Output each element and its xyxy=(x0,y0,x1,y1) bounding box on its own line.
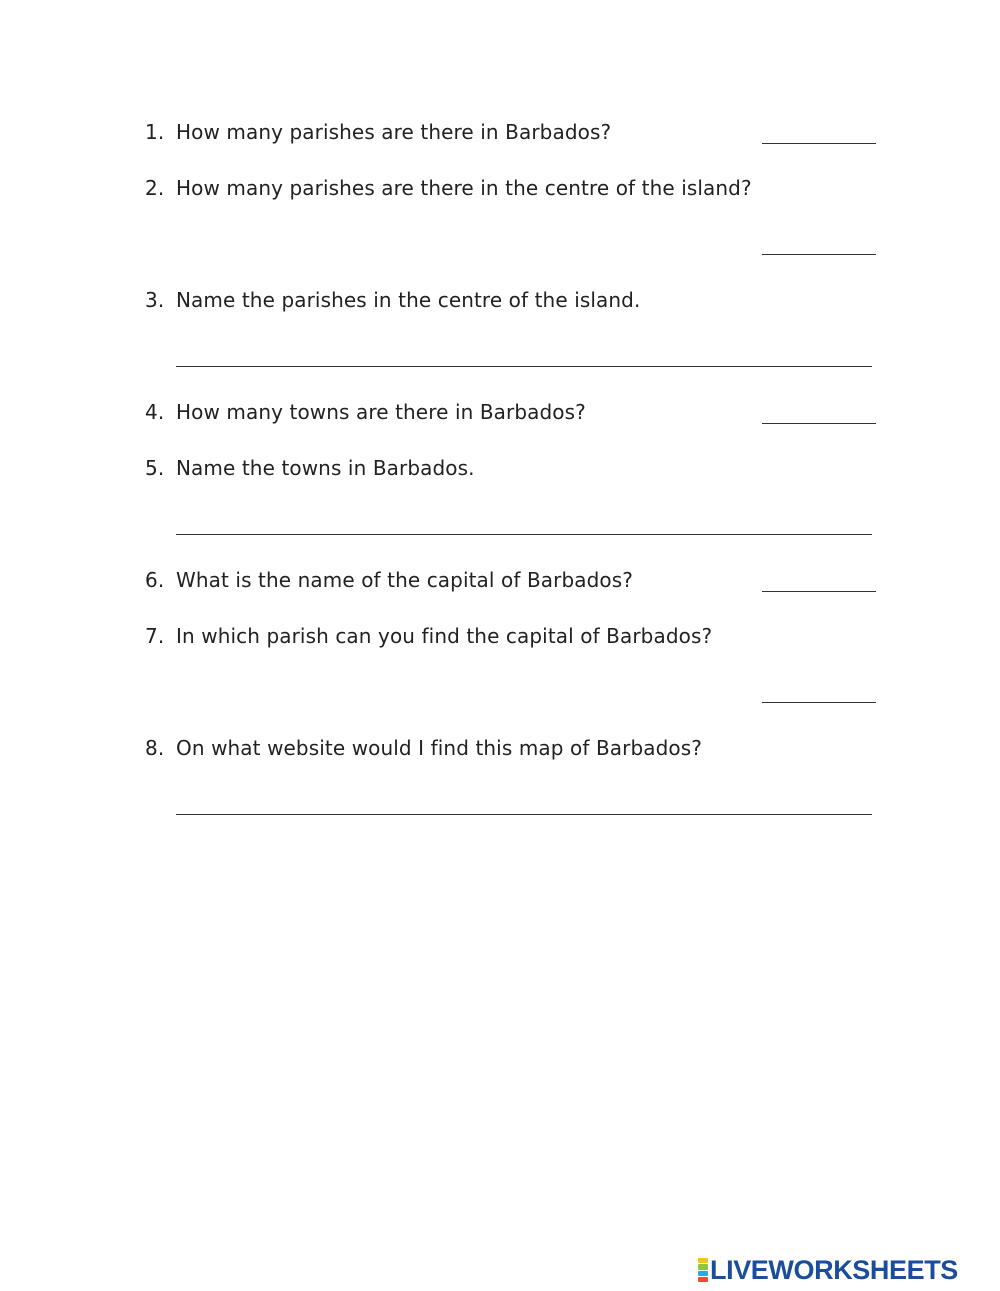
question-8-number: 8. xyxy=(145,736,165,760)
question-6 xyxy=(145,568,633,592)
question-4 xyxy=(145,400,586,424)
question-7 xyxy=(145,624,712,648)
question-6-text: What is the name of the capital of Barbados? xyxy=(176,568,633,592)
question-8-text: On what website would I find this map of Barbados? xyxy=(176,736,702,760)
question-7-number: 7. xyxy=(145,624,165,648)
answer-blank-8[interactable] xyxy=(176,814,872,815)
question-5-text: Name the towns in Barbados. xyxy=(176,456,475,480)
logo-block-3 xyxy=(698,1271,708,1276)
question-3 xyxy=(145,288,640,312)
question-2 xyxy=(145,176,752,200)
question-3-text: Name the parishes in the centre of the island. xyxy=(176,288,641,312)
question-4-number: 4. xyxy=(145,400,165,424)
question-1 xyxy=(145,120,611,144)
liveworksheets-logo xyxy=(698,1257,958,1283)
logo-icon xyxy=(698,1258,708,1282)
answer-blank-6[interactable] xyxy=(762,591,876,592)
logo-text: LIVEWORKSHEETS xyxy=(710,1255,958,1285)
question-4-text: How many towns are there in Barbados? xyxy=(176,400,586,424)
question-8 xyxy=(145,736,702,760)
question-5 xyxy=(145,456,475,480)
question-3-number: 3. xyxy=(145,288,165,312)
question-2-text: How many parishes are there in the centre of the island? xyxy=(176,176,752,200)
answer-blank-5[interactable] xyxy=(176,534,872,535)
question-1-text: How many parishes are there in Barbados? xyxy=(176,120,612,144)
logo-block-4 xyxy=(698,1277,708,1282)
logo-block-2 xyxy=(698,1264,708,1269)
answer-blank-7[interactable] xyxy=(762,702,876,703)
question-7-text: In which parish can you find the capital of Barbados? xyxy=(176,624,713,648)
answer-blank-2[interactable] xyxy=(762,254,876,255)
question-5-number: 5. xyxy=(145,456,165,480)
answer-blank-4[interactable] xyxy=(762,423,876,424)
answer-blank-1[interactable] xyxy=(762,143,876,144)
logo-block-1 xyxy=(698,1258,708,1263)
answer-blank-3[interactable] xyxy=(176,366,872,367)
question-6-number: 6. xyxy=(145,568,165,592)
question-2-number: 2. xyxy=(145,176,165,200)
question-1-number: 1. xyxy=(145,120,165,144)
